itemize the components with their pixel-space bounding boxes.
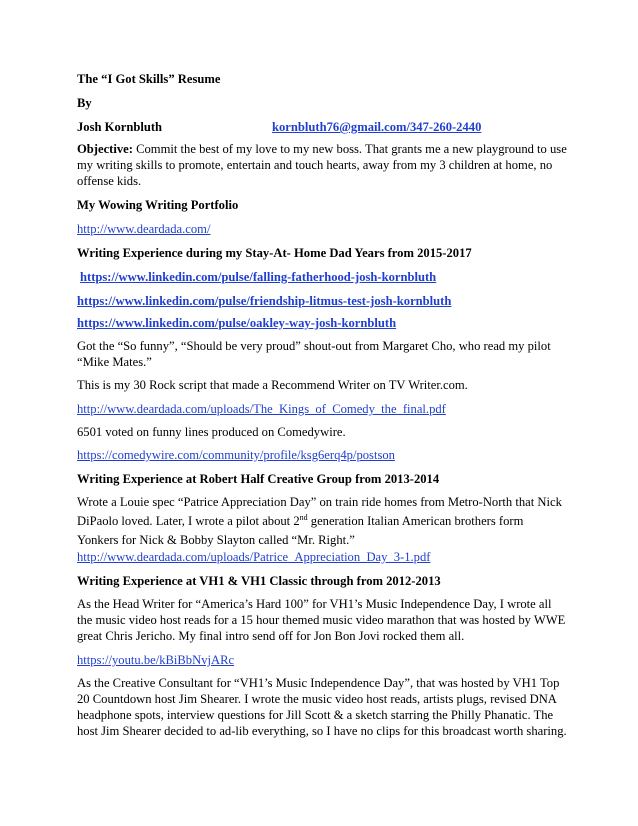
linkedin-link-2[interactable]: https://www.linkedin.com/pulse/friendship-litmus-test-josh-kornbluth — [77, 294, 452, 308]
comedywire-line: 6501 voted on funny lines produced on Comedywire. — [77, 425, 346, 439]
resume-title: The “I Got Skills” Resume — [77, 72, 221, 86]
by-line: By — [77, 96, 92, 110]
patrice-link[interactable]: http://www.deardada.com/uploads/Patrice_Appreciation_Day_3-1.pdf — [77, 550, 431, 564]
vh1-heading: Writing Experience at VH1 & VH1 Classic through from 2012-2013 — [77, 574, 441, 588]
author-name: Josh Kornbluth — [77, 120, 163, 134]
linkedin-link-3[interactable]: https://www.linkedin.com/pulse/oakley-way-josh-kornbluth — [77, 316, 397, 330]
robert-half-heading: Writing Experience at Robert Half Creative Group from 2013-2014 — [77, 472, 440, 486]
ordinal-suffix: nd — [299, 512, 308, 522]
youtube-link[interactable]: https://youtu.be/kBiBbNvjARc — [77, 653, 235, 667]
portfolio-link[interactable]: http://www.deardada.com/ — [77, 222, 211, 236]
rock-line: This is my 30 Rock script that made a Recommend Writer on TV Writer.com. — [77, 378, 468, 392]
cho-line-1: Got the “So funny”, “Should be very proud” shout-out from Margaret Cho, who read my pilot — [77, 339, 551, 353]
objective-line-2: my writing skills to promote, entertain and touch hearts, away from my 3 children at home, no — [77, 158, 553, 172]
vh1-line-1: As the Head Writer for “America’s Hard 100” for VH1’s Music Independence Day, I wrote all — [77, 597, 552, 611]
comedywire-link[interactable]: https://comedywire.com/community/profile/ksg6erq4p/postson — [77, 448, 395, 462]
stay-home-heading: Writing Experience during my Stay-At- Home Dad Years from 2015-2017 — [77, 246, 472, 260]
louie-line-1: Wrote a Louie spec “Patrice Appreciation Day” on train ride homes from Metro-North that Nick — [77, 495, 562, 509]
portfolio-heading: My Wowing Writing Portfolio — [77, 198, 239, 212]
objective-text-1: Commit the best of my love to my new boss. That grants me a new playground to use — [132, 142, 567, 156]
linkedin-link-1[interactable]: https://www.linkedin.com/pulse/falling-fatherhood-josh-kornbluth — [80, 270, 437, 284]
vh1-line-3: great Chris Jericho. My final intro send off for Jon Bon Jovi rocked them all. — [77, 629, 465, 643]
louie-line-2 — [77, 514, 523, 529]
vh1-line-2: the music video host reads for a 15 hour themed music video marathon that was hosted by WWE — [77, 613, 566, 627]
louie-line-2-b: generation Italian American brothers form — [307, 514, 524, 528]
consult-line-2: 20 Countdown host Jim Shearer. I wrote the music video host reads, artists plugs, revised DNA — [77, 692, 557, 706]
objective-line-1 — [77, 142, 567, 157]
consult-line-4: host Jim Shearer decided to ad-lib everything, so I have no clips for this broadcast worth sharing. — [77, 724, 567, 738]
objective-label: Objective: — [77, 142, 133, 156]
louie-line-3: Yonkers for Nick & Bobby Slayton called “Mr. Right.” — [77, 533, 355, 547]
kings-link[interactable]: http://www.deardada.com/uploads/The_Kings_of_Comedy_the_final.pdf — [77, 402, 446, 416]
contact-link[interactable]: kornbluth76@gmail.com/347-260-2440 — [272, 120, 482, 134]
cho-line-2: “Mike Mates.” — [77, 355, 152, 369]
louie-line-2-a: DiPaolo loved. Later, I wrote a pilot about 2 — [77, 514, 300, 528]
consult-line-1: As the Creative Consultant for “VH1’s Music Independence Day”, that was hosted by VH1 Top — [77, 676, 560, 690]
consult-line-3: headphone spots, interview questions for Jill Scott & a sketch starring the Philly Phanatic. The — [77, 708, 554, 722]
objective-line-3: offense kids. — [77, 174, 142, 188]
